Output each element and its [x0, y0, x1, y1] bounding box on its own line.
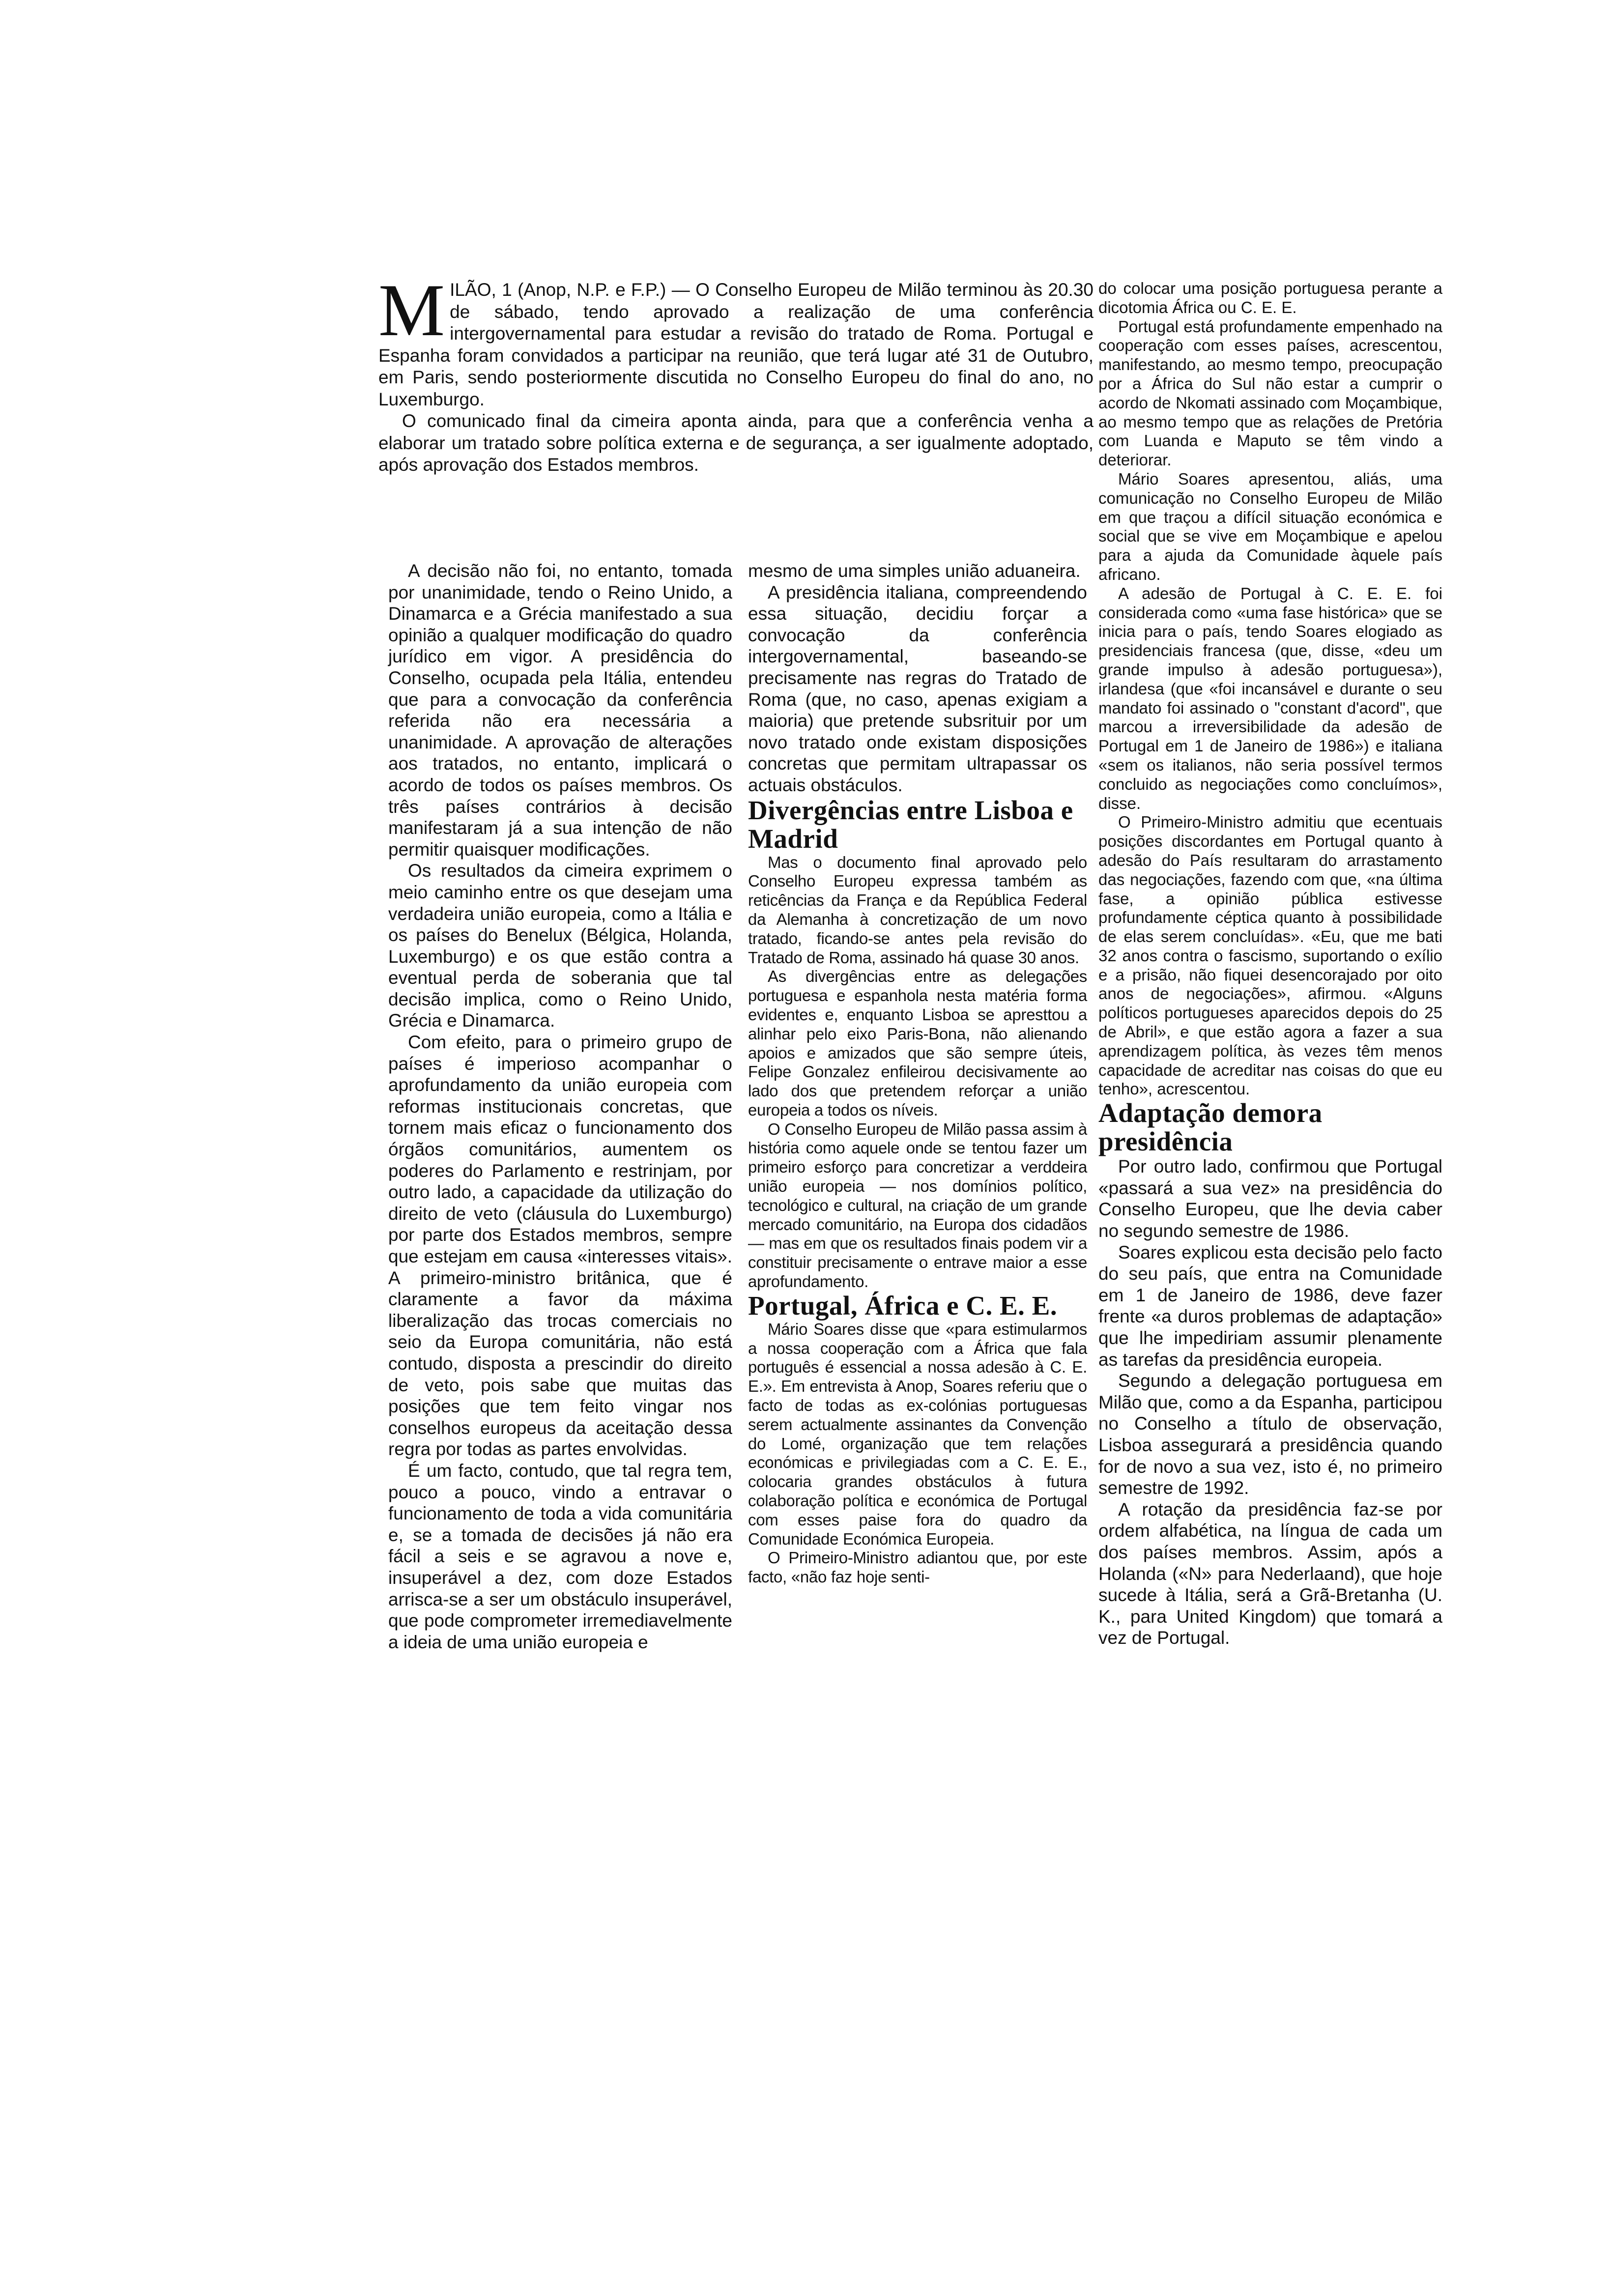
- paragraph: A decisão não foi, no entanto, tomada por unanimidade, tendo o Reino Unido, a Dinamarca e a Grécia manifestado a sua opinião a qualquer modificação do quadro jurídico em vigor. A presidência do Conselho, ocupada pela Itália, entendeu que para a convocação da conferência referida não era necessária a unanimidade. A aprovação de alterações aos tratados, no entanto, implicará o acordo de todos os países membros. Os três países contrários à decisão manifestaram já a sua intenção de não permitir quaisquer modificações.: [388, 561, 732, 860]
- paragraph: Os resultados da cimeira exprimem o meio caminho entre os que desejam uma verdadeira união europeia, como a Itália e os países do Benelux (Bélgica, Holanda, Luxemburgo) e os que estão contra a eventual perda de soberania que tal decisão implica, como o Reino Unido, Grécia e Dinamarca.: [388, 861, 732, 1031]
- paragraph: Mário Soares apresentou, aliás, uma comunicação no Conselho Europeu de Milão em que traçou a difícil situação económica e social que se vive em Moçambique e apelou para a ajuda da Comunidade àquele país africano.: [1098, 469, 1442, 583]
- paragraph: Mas o documento final aprovado pelo Conselho Europeu expressa também as reticências da França e da República Federal da Alemanha à concretização de um novo tratado, ficando-se antes pela revisão do Tratado de Roma, assinado há quase 30 anos.: [748, 853, 1087, 967]
- column-1: [388, 560, 732, 1653]
- section-body: [748, 853, 1087, 1292]
- paragraph: As divergências entre as delegações portuguesa e espanhola nesta matéria forma evidentes e, enquanto Lisboa se apresttou a alinhar pelo eixo Paris-Bona, não alienando apoios e amizados que são sempre úteis, Felipe Gonzalez enfileirou decisivamente ao lado dos que pretendem reforçar a união europeia a todos os níveis.: [748, 967, 1087, 1119]
- paragraph: A rotação da presidência faz-se por ordem alfabética, na língua de cada um dos países membros. Assim, após a Holanda («N» para Nederlaand), que hoje sucede à Itália, será a Grã-Bretanha (U. K., para United Kingdom) que tomará a vez de Portugal.: [1098, 1499, 1442, 1648]
- paragraph: É um facto, contudo, que tal regra tem, pouco a pouco, vindo a entravar o funcionamento de toda a vida comunitária e, se a tomada de decisões já não era fácil a seis e se agravou a nove e, insuperável a dez, com doze Estados arrisca-se a ser um obstáculo insuperável, que pode comprometer irremediavelmente a ideia de uma união europeia e: [388, 1460, 732, 1652]
- paragraph: Com efeito, para o primeiro grupo de países é imperioso acompanhar o aprofundamento da união europeia com reformas institucionais concretas, que tornem mais eficaz o funcionamento dos órgãos comunitários, aumentem os poderes do Parlamento e restrinjam, por outro lado, a capacidade da utilização do direito de veto (cláusula do Luxemburgo) por parte dos Estados membros, sempre que estejam em causa «interesses vitais». A primeiro-ministro britânica, que é claramente a favor da máxima liberalização das trocas comerciais no seio da Europa comunitária, não está contudo, disposta a prescindir do direito de veto, pois sabe que muitas das posições que tem feito vingar nos conselhos europeus da aceitação dessa regra por todas as partes envolvidas.: [388, 1032, 732, 1460]
- paragraph: O Primeiro-Ministro admitiu que ecentuais posições discordantes em Portugal quanto à adesão do País resultaram do arrastamento das negociações, fazendo com que, «na última fase, a opinião pública estivesse profundamente céptica quanto à possibilidade de elas serem concluídas». «Eu, que me bati 32 anos contra o fascismo, suportando o exílio e a prisão, não fiquei desencorajado por oito anos de negociações», afirmou. «Alguns políticos portugueses aparecidos depois do 25 de Abril», e que estão agora a fazer a sua aprendizagem política, às vezes têm menos capacidade de acreditar nas coisas do que eu tenho», acrescentou.: [1098, 813, 1442, 1098]
- section-heading: Divergências entre Lisboa e Madrid: [748, 795, 1073, 854]
- column-2: [748, 560, 1087, 1587]
- section-heading: Portugal, África e C. E. E.: [748, 1290, 1058, 1320]
- paragraph: Segundo a delegação portuguesa em Milão que, como a da Espanha, participou no Conselho a título de observação, Lisboa assegurará a presidência quando for de novo a sua vez, isto é, no primeiro semestre de 1992.: [1098, 1371, 1442, 1498]
- section-heading: Adaptação demora presidência: [1098, 1098, 1323, 1157]
- paragraph: A adesão de Portugal à C. E. E. foi considerada como «uma fase histórica» que se inicia para o país, tendo Soares elogiado as presidenciais francesa (que, disse, «deu um grande impulso à adesão portuguesa»), irlandesa (que «foi incansável e durante o seu mandato foi assinado o "constant d'acord", que marcou a irreversibilidade da adesão de Portugal em 1 de Janeiro de 1986») e italiana «sem os italianos, não seria possível termos concluido as negociações como concluímos», disse.: [1098, 584, 1442, 812]
- lead-paragraph: O comunicado final da cimeira aponta ainda, para que a conferência venha a elaborar um tratado sobre política externa e de segurança, a ser igualmente adoptado, após aprovação dos Estados membros.: [378, 411, 1094, 475]
- paragraph: Portugal está profundamente empenhado na cooperação com esses países, acrescentou, manifestando, ao mesmo tempo, preocupação por a África do Sul não estar a cumprir o acordo de Nkomati assinado com Moçambique, ao mesmo tempo que as relações de Pretória com Luanda e Maputo se têm vindo a deteriorar.: [1098, 317, 1442, 469]
- article-lead: [378, 269, 1094, 476]
- paragraph: Por outro lado, confirmou que Portugal «passará a sua vez» na presidência do Conselho Europeu, que lhe devia caber no segundo semestre de 1986.: [1098, 1156, 1442, 1241]
- paragraph: O Primeiro-Ministro adiantou que, por este facto, «não faz hoje senti-: [748, 1549, 1087, 1586]
- paragraph: do colocar uma posição portuguesa perante a dicotomia África ou C. E. E.: [1098, 279, 1442, 316]
- section-body: [1098, 279, 1442, 1099]
- paragraph: A presidência italiana, compreendendo essa situação, decidiu forçar a convocação da conferência intergovernamental, baseando-se precisamente nas regras do Tratado de Roma (que, no caso, apenas exigiam a maioria) que pretende subsrituir por um novo tratado onde existam disposições concretas que permitam ultrapassar os actuais obstáculos.: [748, 582, 1087, 795]
- paragraph: Mário Soares disse que «para estimularmos a nossa cooperação com a África que fala português é essencial a nossa adesão à C. E. E.». Em entrevista à Anop, Soares referiu que o facto de todas as ex-colónias portuguesas serem actualmente assinantes da Convenção do Lomé, organização que tem relações económicas e privilegiadas com a C. E. E., colocaria grandes obstáculos à futura colaboração política e económica de Portugal com esses paise fora do quadro da Comunidade Económica Europeia.: [748, 1320, 1087, 1548]
- drop-cap: M: [378, 269, 445, 351]
- paragraph: O Conselho Europeu de Milão passa assim à história como aquele onde se tentou fazer um primeiro esforço para concretizar a verddeira união europeia — nos domínios político, tecnológico e cultural, na criação de um grande mercado comunitário, na Europa dos cidadãos — mas em que os resultados finais podem vir a constituir precisamente o entrave maior a esse aprofundamento.: [748, 1119, 1087, 1291]
- paragraph: mesmo de uma simples união aduaneira.: [748, 561, 1081, 581]
- column-3: [1098, 279, 1442, 1649]
- lead-paragraph: ILÃO, 1 (Anop, N.P. e F.P.) — O Conselho Europeu de Milão terminou às 20.30 de sábado, tendo aprovado a realização de uma conferência intergovernamental para estudar a revisão do tratado de Roma. Portugal e Espanha foram convidados a participar na reunião, que terá lugar até 31 de Outubro, em Paris, sendo posteriormente discutida no Conselho Europeu do final do ano, no Luxemburgo.: [378, 280, 1094, 409]
- paragraph: Soares explicou esta decisão pelo facto do seu país, que entra na Comunidade em 1 de Janeiro de 1986, deve fazer frente «a duros problemas de adaptação» que lhe impediriam assumir plenamente as tarefas da presidência europeia.: [1098, 1242, 1442, 1370]
- section-body: [748, 1320, 1087, 1587]
